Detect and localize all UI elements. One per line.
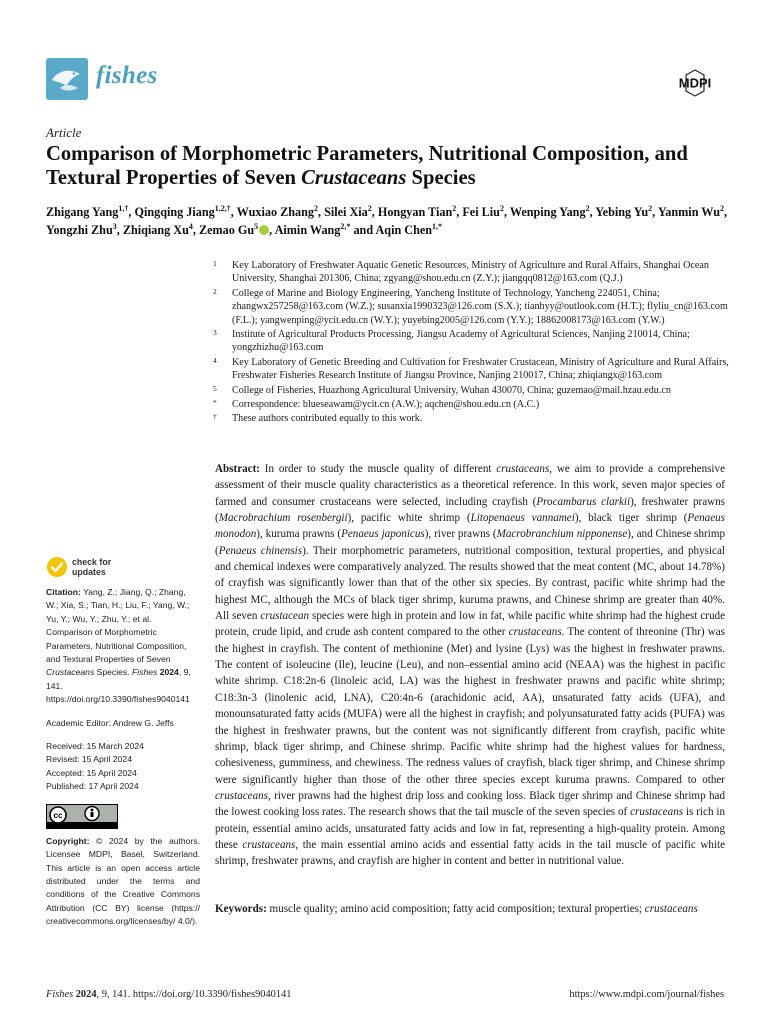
author-list: Zhigang Yang$^{1,\dagger}$, Qingqing Jiang$^{1,2,\dagger}$, Wuxiao Zhang$^2$, Silei Xia$^2$, Hongyan Tian$^2$, Fei Liu$^2$, Wenping Yang$^2$, Yebing Yu$^2$, Yanmin Wu$^2$, Yongzhi Zhu$^3$, Zhiqiang Xu$^4$, Zemao Gu$^5$ , Aimin Wang$^{2,*}$ and Aqin Chen$^{1,*}$ xyxy=(46,203,728,237)
journal-name: fishes xyxy=(96,62,158,89)
author: Aimin Wang xyxy=(274,223,341,237)
publisher-name: MDPI xyxy=(678,75,712,91)
check-updates-icon xyxy=(46,556,68,578)
dates xyxy=(46,740,200,794)
received-date: Received: 15 March 2024 xyxy=(46,741,144,752)
paper-title: Comparison of Morphometric Parameters, Nutritional Composition, and Textural Properties of Seven Crustaceans Species xyxy=(46,143,688,189)
affiliation-item xyxy=(213,398,733,411)
affiliation-mark: † xyxy=(213,412,217,422)
affiliation-mark: 1 xyxy=(213,259,217,268)
author: Zhigang Yang xyxy=(46,205,119,219)
abstract xyxy=(215,461,725,870)
affiliation-text: Institute of Agricultural Products Processing, Jiangsu Academy of Agricultural Sciences, Nanjing 210014, China; yongzhizhu@163.com xyxy=(232,329,690,354)
svg-text:cc: cc xyxy=(53,810,63,820)
article-type: Article xyxy=(46,125,82,140)
author: Yanmin Wu xyxy=(657,205,721,219)
affiliation-text: College of Marine and Biology Engineering, Yancheng Institute of Technology, Yancheng 224051, China; zhangwx257258@163.com (W.Z.); susanxia1990323@126.com (S.X.); tianhyy@outlook.com (H.T.); flyliu_cn@163.com (F.L.); yangwenping@ycit.edu.cn (W.Y.); yuyebing2005@126.com (Y.Y.); 18862008173@163.com (Y.W.) xyxy=(232,287,728,326)
affiliation-item xyxy=(213,328,733,355)
copyright-notice: Copyright: © 2024 by the authors. Licensee MDPI, Basel, Switzerland. This article is an open access article distributed under the terms and conditions of the Creative Commons Attribution (CC BY) license (https:// creativecommons.org/licenses/by/ 4.0/). xyxy=(46,835,200,927)
cc-by-license-icon[interactable] xyxy=(46,804,118,829)
author: Aqin Chen xyxy=(375,223,433,237)
orcid-icon[interactable] xyxy=(259,225,269,235)
author: Yebing Yu xyxy=(595,205,649,219)
affiliation-mark: * xyxy=(213,398,217,408)
author-affiliation-mark: 2 xyxy=(648,203,653,213)
affiliation-item xyxy=(213,384,733,397)
check-line-2: updates xyxy=(72,567,106,577)
affiliation-text: Correspondence: blueseawam@ycit.cn (A.W.); aqchen@shou.edu.cn (A.C.) xyxy=(232,399,540,411)
abstract-label: Abstract: xyxy=(215,463,260,475)
author-affiliation-mark: 2 xyxy=(452,203,457,213)
author-affiliation-mark: 1,* xyxy=(432,221,443,231)
abstract-body: In order to study the muscle quality of different crustaceans, we aim to provide a comprehensive assessment of their muscle quality characteristics as a theoretical reference. In this work, seven major species of farmed and consumer crustaceans were selected, including crayfish (Procambarus clarkii), freshwater prawns (Macrobrachium rosenbergii), pacific white shrimp (Litopenaeus vannamei), black tiger shrimp (Penaeus monodon), kuruma prawns (Penaeus japonicus), river prawns (Macrobranchium nipponense), and Chinese shrimp (Penaeus chinensis). Their morphometric parameters, nutritional composition, textural properties, and physical and chemical indexes were comparatively analyzed. The results showed that the meat content (MC, about 14.78%) of crayfish was significantly lower than that of the other six species. By contrast, pacific white shrimp had the highest MC, although the MCs of black tiger shrimp, kuruma prawns, and Chinese shrimp are greater than 40%. All seven crustacean species were high in protein and low in fat, while pacific white shrimp had the highest crude protein, crude lipid, and crude ash content compared to the other crustaceans. The content of threonine (Thr) was the highest in crayfish. The content of methionine (Met) and lysine (Lys) was the highest in freshwater prawns. The content of isoleucine (Ile), leucine (Leu), and non–essential amino acid (NEAA) was the highest in pacific white shrimp. C18:2n-6 (linoleic acid, LA) was the highest in freshwater prawns and pacific white shrimp; C18:3n-3 (linolenic acid, LNA), C20:4n-6 (arachidonic acid, AA), unsaturated fatty acids (UFA), and monounsaturated fatty acids (MUFA) were all the highest in crayfish; and polyunsaturated fatty acids (PUFA) was the highest in freshwater prawns, but the content was not significantly different from crayfish, pacific white shrimp, black tiger shrimp, and Chinese shrimp. Pacific white shrimp had the highest values for hardness, cohesiveness, gumminess, and chewiness. The redness values of crayfish, black tiger shrimp, and Chinese shrimp were significantly higher than those of the other three species except kuruma prawns. Compared to other crustaceans, river prawns had the highest drip loss and cooking loss. Black tiger shrimp and Chinese shrimp had the lowest cooking loss rates. The research shows that the tail muscle of the seven species of crustaceans is rich in protein, essential amino acids, unsaturated fatty acids and low in fat, representing a high-quality protein. Among these crustaceans, the main essential amino acids and essential fatty acids in the tail muscle of pacific white shrimp, freshwater prawns, and crayfish are higher in content and better in nutritional value. xyxy=(215,463,726,868)
author: Yongzhi Zhu xyxy=(46,223,113,237)
affiliation-mark: 2 xyxy=(213,286,217,296)
affiliations xyxy=(213,259,733,427)
accepted-date: Accepted: 15 April 2024 xyxy=(46,767,137,778)
author-affiliation-mark: 4 xyxy=(188,221,193,231)
author: Silei Xia xyxy=(324,205,368,219)
footer-citation: Fishes 2024, 9, 141. https://doi.org/10.3390/fishes9040141 xyxy=(46,989,292,1000)
author-affiliation-mark: 2,* xyxy=(340,221,351,231)
citation: Citation: Yang, Z.; Jiang, Q.; Zhang, W.; Xia, S.; Tian, H.; Liu, F.; Yang, W.; Yu, Y.; Wu, Y.; Zhu, Y.; et al. Comparison of Morphometric Parameters, Nutritional Composition, and Textural Properties of Seven Crustaceans Species. Fishes 2024, 9, 141. https://doi.org/10.3390/fishes9040141 xyxy=(46,587,191,705)
author-affiliation-mark: 5 xyxy=(254,221,259,231)
author: Wenping Yang xyxy=(509,205,586,219)
author: Wuxiao Zhang xyxy=(236,205,314,219)
author-affiliation-mark: 1,2,† xyxy=(214,203,231,213)
affiliation-item xyxy=(213,356,733,383)
author-affiliation-mark: 2 xyxy=(367,203,372,213)
check-line-1: check for xyxy=(72,557,112,567)
author-affiliation-mark: 2 xyxy=(499,203,504,213)
affiliation-text: College of Fisheries, Huazhong Agricultural University, Wuhan 430070, China; guzemao@mail.hzau.edu.cn xyxy=(232,384,671,396)
revised-date: Revised: 15 April 2024 xyxy=(46,754,132,765)
mdpi-logo-icon xyxy=(666,68,724,98)
author-affiliation-mark: 3 xyxy=(112,221,117,231)
published-date: Published: 17 April 2024 xyxy=(46,781,139,792)
affiliation-text: These authors contributed equally to this work. xyxy=(232,413,423,425)
author: Zemao Gu xyxy=(198,223,255,237)
affiliation-text: Key Laboratory of Freshwater Aquatic Genetic Resources, Ministry of Agriculture and Rural Affairs, Shanghai Ocean University, Shanghai 201306, China; zgyang@shou.edu.cn (Z.Y.); jiangqq0812@163.com (Q.J.) xyxy=(232,260,709,285)
fishes-logo-icon xyxy=(46,58,88,100)
affiliation-item xyxy=(213,259,733,286)
affiliation-item xyxy=(213,412,733,425)
academic-editor: Academic Editor: Andrew G. Jeffs xyxy=(46,717,174,728)
author: Fei Liu xyxy=(462,205,500,219)
journal-header xyxy=(46,58,724,104)
footer-journal-url[interactable]: https://www.mdpi.com/journal/fishes xyxy=(569,989,724,1000)
affiliation-mark: 3 xyxy=(213,328,217,338)
affiliation-text: Key Laboratory of Genetic Breeding and Cultivation for Freshwater Crustacean, Ministry of Agriculture and Rural Affairs, Freshwater Fisheries Research Institute of Jiangsu Province, Nanjing 210017, China; zhiqiangx@163.com xyxy=(232,356,729,382)
article-sidebar xyxy=(46,556,200,929)
keywords: Keywords: muscle quality; amino acid composition; fatty acid composition; textural properties; crustaceans xyxy=(215,903,698,915)
author: Hongyan Tian xyxy=(377,205,453,219)
affiliation-mark: 5 xyxy=(213,383,217,393)
author-affiliation-mark: 2 xyxy=(720,203,725,213)
page-footer xyxy=(46,989,724,1000)
author-affiliation-mark: 1,† xyxy=(118,203,129,213)
affiliation-mark: 4 xyxy=(213,355,217,365)
author: Zhiqiang Xu xyxy=(122,223,189,237)
author-affiliation-mark: 2 xyxy=(313,203,318,213)
author-affiliation-mark: 2 xyxy=(585,203,590,213)
affiliation-item xyxy=(213,287,733,327)
check-for-updates[interactable] xyxy=(46,556,200,582)
author: Qingqing Jiang xyxy=(134,205,215,219)
